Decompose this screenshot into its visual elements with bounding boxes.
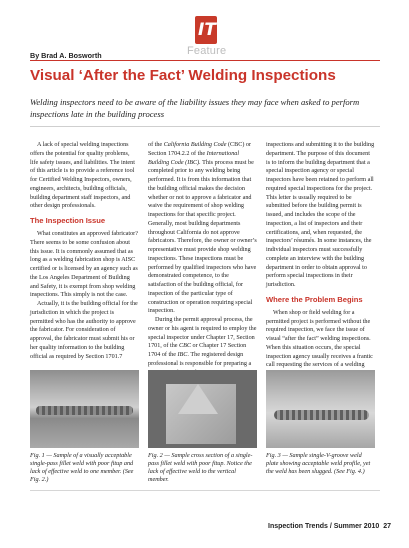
footer-divider	[30, 490, 380, 491]
section-label: Feature	[187, 45, 227, 57]
text-column-1	[30, 141, 139, 361]
paragraph: What constitutes an approved fabricator? There seems to be some confusion about this issue. It is commonly assumed that as long as a welding fabrication shop is AISC certified or is licensed by an agency such as the Los Angeles Department of Building and Safety, it is exempt from shop welding inspections. This simply is not the case.	[30, 231, 138, 299]
text-run: . The registered design professional is responsible for preparing a	[148, 352, 252, 367]
figure-1-caption: Fig. 1 — Sample of a visually acceptable single-pass fillet weld with poor fitup and lack of effective weld to one member. (See Fig. 2.)	[30, 452, 134, 483]
figure-3-caption: Fig. 3 — Sample single-V-groove weld plate showing acceptable weld profile, yet the weld has been slugged. (See Fig. 4.)	[266, 452, 371, 475]
groove-weld-bead	[274, 410, 369, 420]
paragraph	[148, 316, 257, 377]
code-reference: International Building Code (IBC).	[148, 150, 240, 166]
text-run: This process must be completed prior to any welding being performed. It is from this information that the building official makes the decision whether or not to approve a fabricator and waive the requirement of shop welding inspections for that specific project. Generally, most building departments throughout California do not approve fabricators. Therefore, the owner or owner’s representative must provide shop welding inspections. These inspections must be performed by qualified inspectors who have demonstrated competence, to the satisfaction of the building official, for inspection of the particular type of construction or operation requiring special inspection.	[148, 159, 257, 315]
text-run: or Chapter 17 Section 1704 of the	[148, 343, 247, 358]
section-heading: The Inspection Issue	[30, 216, 106, 225]
figure-2-photo	[148, 370, 257, 448]
figure-1-photo	[30, 370, 139, 448]
text-run: During the permit approval process, the owner or his agent is required to employ the special inspector under Chapter 17, Section 1701, of the	[148, 317, 257, 350]
code-reference: CBC	[179, 343, 191, 350]
article-subtitle: Welding inspectors need to be aware of the liability issues they may face when asked to perform inspections late in the building process	[30, 97, 360, 119]
page-footer	[268, 523, 391, 530]
byline: By Brad A. Bosworth	[30, 51, 102, 60]
code-reference: IBC	[177, 352, 188, 358]
paragraph: Actually, it is the building official for the jurisdiction in which the project is permitted who has the authority to approve the fabricator. For consideration of approval, the fabricator must submit his or her quality information to the building official as required by Section 1701.7	[30, 301, 138, 360]
paragraph: inspections and submitting it to the building department. The purpose of this document is to inform the building department that a special inspection agency or special inspectors have been retained to perform all required special inspections for the project. This letter is usually required to be submitted before the building permit is issued, and includes the scope of the inspection, a list of inspectors and their certifications, and, when requested, the inspectors’ résumés. In some instances, the individual inspectors must successfully complete an interview with the building department in order to obtain approval to perform special inspections in their jurisdiction.	[266, 142, 375, 288]
article-title: Visual ‘After the Fact’ Welding Inspections	[30, 67, 336, 84]
logo-mark: IT	[198, 20, 216, 40]
paragraph	[148, 141, 257, 316]
text-run: of the	[148, 142, 164, 148]
paragraph: A lack of special welding inspections offers the potential for quality problems, life safety issues, and liabilities. The intent of this article is to provide a reference tool for Certified Welding Inspectors, owners, engineers, architects, building officials, building department staff inspectors, and other design professionals.	[30, 142, 135, 210]
figure-3-photo	[266, 370, 375, 448]
text-column-3	[266, 141, 375, 388]
code-reference: California Building Code	[163, 142, 227, 148]
text-run: (CBC) or Section 1704.2.2 of the	[148, 142, 252, 157]
fillet-weld-bead	[36, 406, 133, 415]
text-column-2	[148, 141, 257, 377]
page-number: 27	[383, 523, 392, 530]
header-divider	[30, 60, 380, 61]
publication-name: Inspection Trends / Summer 2010	[268, 523, 380, 530]
subtitle-divider	[30, 126, 380, 127]
section-heading: Where the Problem Begins	[266, 294, 363, 304]
paragraph: When shop or field welding for a permitted project is performed without the required inspection, we face the issue of visual “after the fact” welding inspections. When this situation occurs, the special inspection agency usually receives a frantic call requesting the services of a welding	[266, 309, 373, 369]
figure-2-caption: Fig. 2 — Sample cross section of a single-pass fillet weld with poor fitup. Notice the lack of effective weld to the vertical member.	[148, 452, 253, 483]
